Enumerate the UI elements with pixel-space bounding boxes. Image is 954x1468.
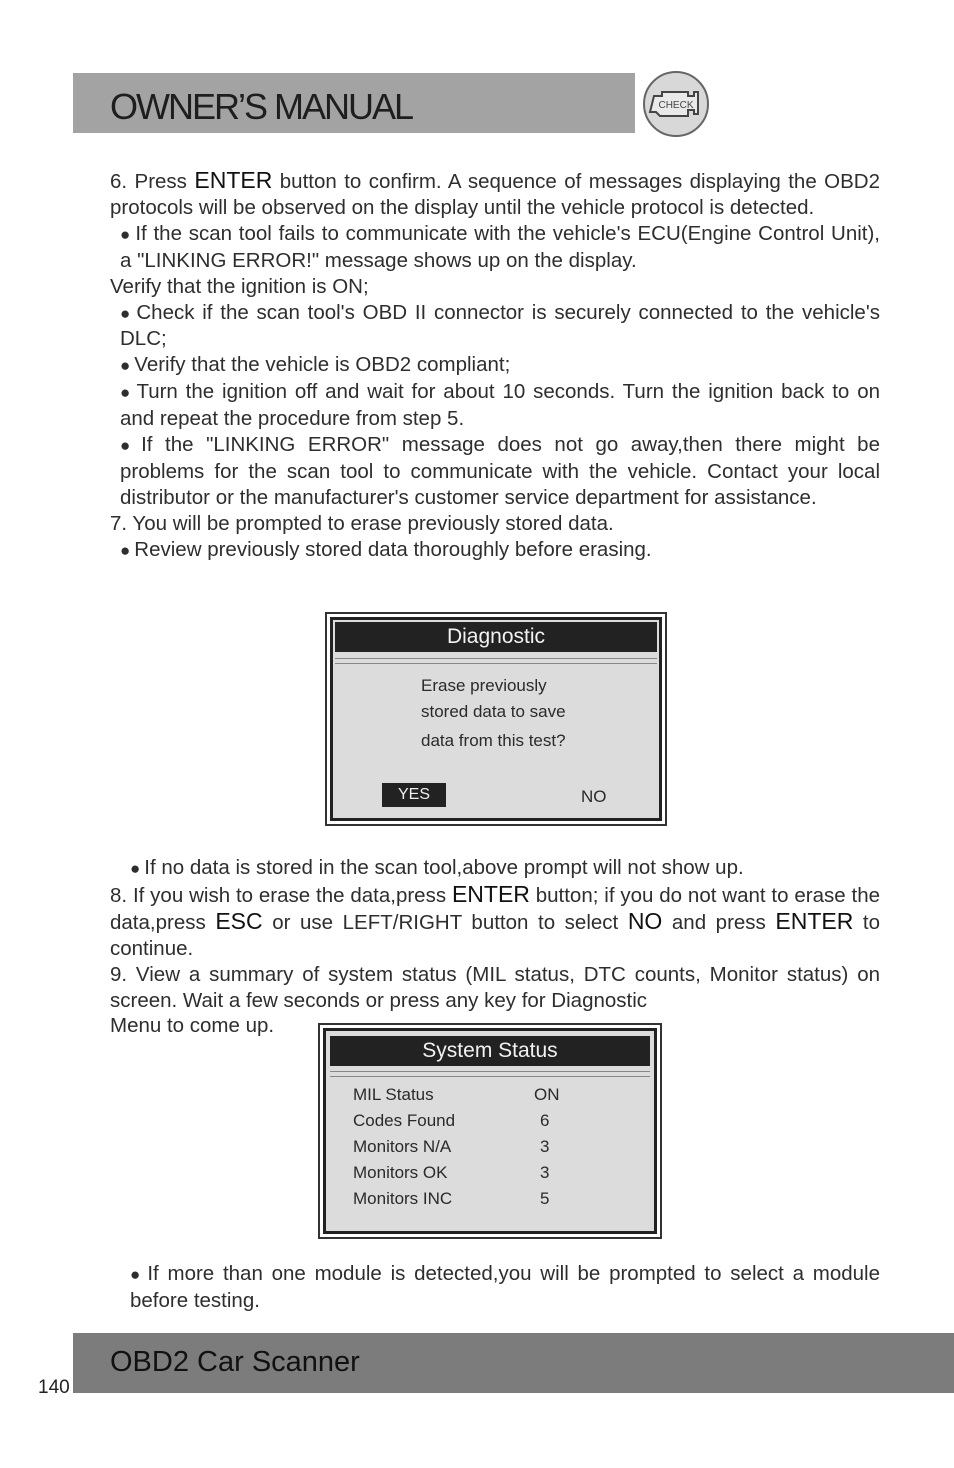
bullet-icon: ●: [130, 859, 141, 878]
status-label: Codes Found: [353, 1111, 456, 1130]
status-value: 3: [540, 1163, 550, 1182]
ignition-cycle: ● Turn the ignition off and wait for about 10 seconds. Turn the ignition back to on and repeat the procedure from step 5.: [120, 380, 880, 431]
footer-title: OBD2 Car Scanner: [110, 1346, 360, 1378]
screen-title: Diagnostic: [335, 622, 657, 652]
status-value: 5: [540, 1189, 550, 1208]
no-data-note: ● If no data is stored in the scan tool,above prompt will not show up.: [130, 856, 744, 879]
prompt-line-1: Erase previously: [421, 676, 547, 695]
check-engine-icon: [642, 70, 710, 138]
prompt-line-3: data from this test?: [421, 731, 566, 750]
verify-compliant: ● Verify that the vehicle is OBD2 compliant;: [120, 353, 511, 377]
instructions-part-3: [110, 1261, 880, 1314]
instructions-part-1: [110, 168, 880, 564]
divider: [335, 658, 657, 664]
system-status-screen: [318, 1023, 662, 1239]
bullet-icon: ●: [130, 1265, 144, 1284]
status-value: 3: [540, 1137, 550, 1156]
status-label: MIL Status: [353, 1085, 434, 1104]
bullet-icon: ●: [120, 436, 138, 456]
step-8: 8. If you wish to erase the data,press ENTER button; if you do not want to erase the data,press ESC or use LEFT/RIGHT button to select NO and press ENTER to continue.: [110, 880, 881, 960]
bullet-icon: ●: [120, 224, 132, 244]
step-7: 7. You will be prompted to erase previously stored data.: [110, 511, 614, 535]
screen-title: System Status: [330, 1036, 650, 1066]
bullet-icon: ●: [120, 383, 133, 403]
linking-error-note: ● If the scan tool fails to communicate with the vehicle's ECU(Engine Control Unit), a "LINKING ERROR!" message shows up on the display.: [120, 221, 880, 272]
check-label: CHECK: [658, 100, 694, 111]
status-label: Monitors OK: [353, 1163, 448, 1182]
yes-button: YES: [382, 783, 446, 807]
bullet-icon: ●: [120, 303, 133, 323]
check-connector: ● Check if the scan tool's OBD II connector is securely connected to the vehicle's DLC;: [120, 300, 880, 351]
verify-ignition: Verify that the ignition is ON;: [110, 274, 369, 298]
status-value: 6: [540, 1111, 550, 1130]
module-note: ● If more than one module is detected,you will be prompted to select a module before testing.: [130, 1262, 880, 1312]
status-label: Monitors INC: [353, 1189, 453, 1208]
bullet-icon: ●: [120, 540, 131, 560]
contact-distributor: ● If the "LINKING ERROR" message does not go away,then there might be problems for the scan tool to communicate with the vehicle. Contact your local distributor or the manufacturer's customer service department for assistance.: [120, 433, 880, 509]
enter-keyword: ENTER: [194, 167, 273, 193]
page-number: 140: [38, 1377, 70, 1398]
prompt-line-2: stored data to save: [421, 702, 566, 721]
instructions-part-2: [110, 855, 880, 1039]
step-9: 9. View a summary of system status (MIL status, DTC counts, Monitor status) on screen. Wait a few seconds or press any key for Diagnostic: [110, 962, 880, 1012]
step-9-end: Menu to come up.: [110, 1014, 275, 1038]
status-label: Monitors N/A: [353, 1137, 452, 1156]
review-data-note: ● Review previously stored data thoroughly before erasing.: [120, 537, 652, 561]
bullet-icon: ●: [120, 356, 131, 376]
no-button: NO: [581, 787, 607, 806]
divider: [330, 1071, 650, 1077]
diagnostic-screen: [325, 612, 667, 826]
status-value: ON: [534, 1085, 560, 1104]
step-6: 6. Press ENTER button to confirm. A sequence of messages displaying the OBD2 protocols will be observed on the display until the vehicle protocol is detected.: [110, 167, 880, 219]
page-title: OWNER’S MANUAL: [110, 86, 413, 127]
